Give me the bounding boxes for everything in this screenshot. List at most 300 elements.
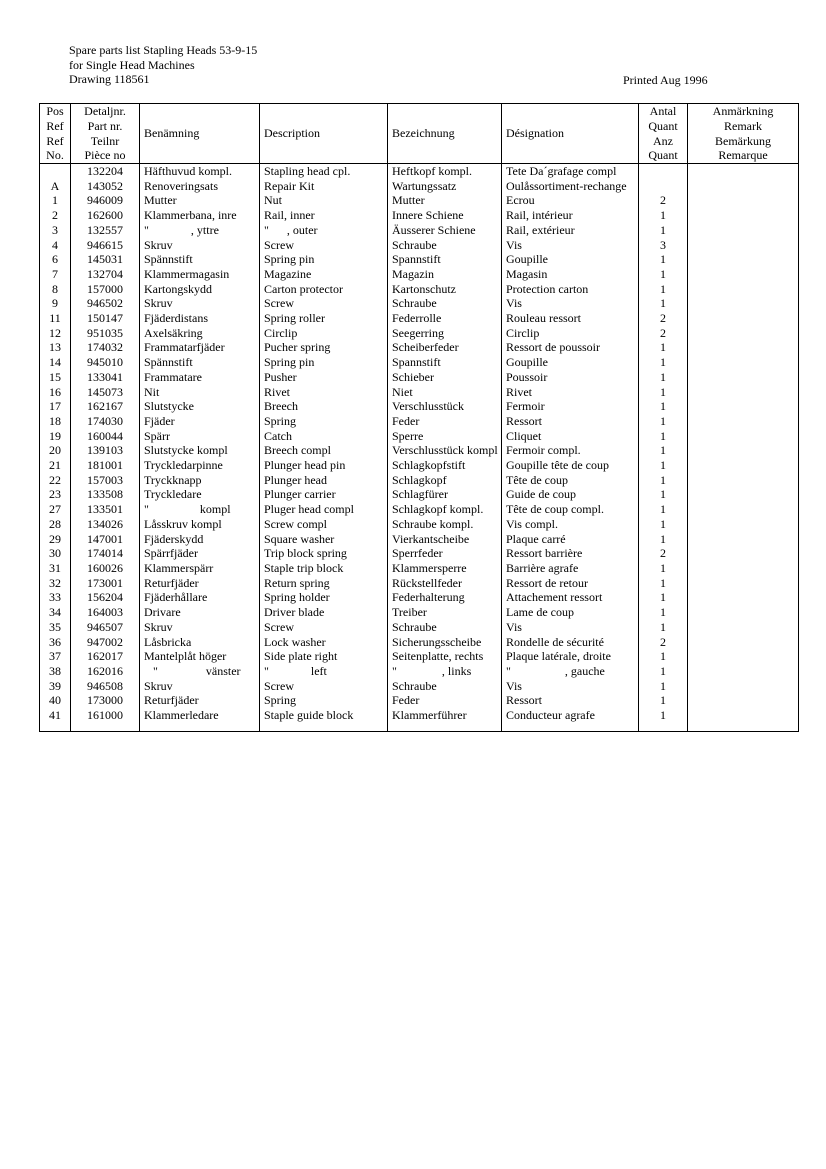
quantity-cell: 1 <box>639 605 688 620</box>
french-name-cell: Oulåssortiment-rechange <box>502 179 639 194</box>
german-name-cell: Vierkantscheibe <box>388 532 502 547</box>
english-description-cell: Plunger head pin <box>260 458 388 473</box>
col-header-pos: Pos Ref Ref No. <box>40 104 71 164</box>
english-description-cell: Square washer <box>260 532 388 547</box>
english-description-cell: Screw <box>260 296 388 311</box>
swedish-name-cell: Skruv <box>140 296 260 311</box>
french-name-cell: Rivet <box>502 385 639 400</box>
part-number-cell: 147001 <box>71 532 140 547</box>
german-name-cell: Rückstellfeder <box>388 576 502 591</box>
french-name-cell: Tête de coup <box>502 473 639 488</box>
swedish-name-cell: Skruv <box>140 620 260 635</box>
pos-cell: 32 <box>40 576 71 591</box>
pos-cell: 19 <box>40 429 71 444</box>
german-name-cell: Mutter <box>388 193 502 208</box>
english-description-cell: Stapling head cpl. <box>260 164 388 179</box>
table-row <box>40 679 799 694</box>
french-name-cell: Rouleau ressort <box>502 311 639 326</box>
english-description-cell: Lock washer <box>260 635 388 650</box>
french-name-cell: Plaque latérale, droite <box>502 649 639 664</box>
remark-cell <box>688 414 799 429</box>
col-header-german: Bezeichnung <box>388 104 502 164</box>
swedish-name-cell: Tryckknapp <box>140 473 260 488</box>
table-row <box>40 561 799 576</box>
part-number-cell: 951035 <box>71 326 140 341</box>
quantity-cell: 1 <box>639 355 688 370</box>
swedish-name-cell: Slutstycke <box>140 399 260 414</box>
quantity-cell: 1 <box>639 385 688 400</box>
part-number-cell: 157000 <box>71 282 140 297</box>
english-description-cell: Pluger head compl <box>260 502 388 517</box>
english-description-cell: Circlip <box>260 326 388 341</box>
english-description-cell: Rivet <box>260 385 388 400</box>
pos-cell: 14 <box>40 355 71 370</box>
quantity-cell: 1 <box>639 517 688 532</box>
quantity-cell: 2 <box>639 326 688 341</box>
table-row <box>40 267 799 282</box>
english-description-cell: Screw <box>260 679 388 694</box>
table-row <box>40 282 799 297</box>
swedish-name-cell: Häfthuvud kompl. <box>140 164 260 179</box>
pos-cell: 38 <box>40 664 71 679</box>
quantity-cell: 1 <box>639 399 688 414</box>
part-number-cell: 946508 <box>71 679 140 694</box>
pos-cell: 7 <box>40 267 71 282</box>
french-name-cell: Ecrou <box>502 193 639 208</box>
remark-cell <box>688 238 799 253</box>
remark-cell <box>688 340 799 355</box>
remark-cell <box>688 664 799 679</box>
german-name-cell: Äusserer Schiene <box>388 223 502 238</box>
quantity-cell: 1 <box>639 487 688 502</box>
pos-cell: 6 <box>40 252 71 267</box>
german-name-cell: Sicherungsscheibe <box>388 635 502 650</box>
quantity-cell: 1 <box>639 458 688 473</box>
german-name-cell: Magazin <box>388 267 502 282</box>
french-name-cell: Vis <box>502 238 639 253</box>
english-description-cell: Rail, inner <box>260 208 388 223</box>
pos-cell: 17 <box>40 399 71 414</box>
quantity-cell: 1 <box>639 664 688 679</box>
remark-cell <box>688 443 799 458</box>
pos-cell: 1 <box>40 193 71 208</box>
pos-cell: 20 <box>40 443 71 458</box>
remark-cell <box>688 370 799 385</box>
english-description-cell: Staple guide block <box>260 708 388 731</box>
swedish-name-cell: Fjäderhållare <box>140 590 260 605</box>
pos-cell: 30 <box>40 546 71 561</box>
french-name-cell: Tete Da´grafage compl <box>502 164 639 179</box>
french-name-cell: Barrière agrafe <box>502 561 639 576</box>
english-description-cell: Driver blade <box>260 605 388 620</box>
part-number-cell: 174014 <box>71 546 140 561</box>
german-name-cell: Federhalterung <box>388 590 502 605</box>
table-row <box>40 605 799 620</box>
quantity-cell: 1 <box>639 282 688 297</box>
english-description-cell: " , outer <box>260 223 388 238</box>
part-number-cell: 143052 <box>71 179 140 194</box>
english-description-cell: Screw compl <box>260 517 388 532</box>
pos-cell: 39 <box>40 679 71 694</box>
quantity-cell: 1 <box>639 649 688 664</box>
remark-cell <box>688 546 799 561</box>
swedish-name-cell: Klammermagasin <box>140 267 260 282</box>
document-subtitle: for Single Head Machines <box>69 57 195 72</box>
german-name-cell: Niet <box>388 385 502 400</box>
english-description-cell: Side plate right <box>260 649 388 664</box>
table-row <box>40 649 799 664</box>
table-row <box>40 414 799 429</box>
remark-cell <box>688 532 799 547</box>
french-name-cell: Guide de coup <box>502 487 639 502</box>
french-name-cell: Fermoir compl. <box>502 443 639 458</box>
english-description-cell: " left <box>260 664 388 679</box>
quantity-cell: 1 <box>639 223 688 238</box>
part-number-cell: 173001 <box>71 576 140 591</box>
pos-cell: 23 <box>40 487 71 502</box>
table-row <box>40 590 799 605</box>
remark-cell <box>688 311 799 326</box>
pos-cell: 9 <box>40 296 71 311</box>
remark-cell <box>688 355 799 370</box>
quantity-cell: 1 <box>639 296 688 311</box>
remark-cell <box>688 296 799 311</box>
quantity-cell <box>639 179 688 194</box>
table-row <box>40 355 799 370</box>
french-name-cell: " , gauche <box>502 664 639 679</box>
french-name-cell: Vis <box>502 296 639 311</box>
swedish-name-cell: Låsskruv kompl <box>140 517 260 532</box>
table-row <box>40 164 799 179</box>
document-header <box>69 43 257 87</box>
english-description-cell: Breech <box>260 399 388 414</box>
table-row <box>40 635 799 650</box>
remark-cell <box>688 267 799 282</box>
pos-cell: 35 <box>40 620 71 635</box>
swedish-name-cell: Slutstycke kompl <box>140 443 260 458</box>
part-number-cell: 946507 <box>71 620 140 635</box>
part-number-cell: 145031 <box>71 252 140 267</box>
english-description-cell: Repair Kit <box>260 179 388 194</box>
pos-cell: 12 <box>40 326 71 341</box>
remark-cell <box>688 679 799 694</box>
french-name-cell: Vis <box>502 679 639 694</box>
part-number-cell: 162016 <box>71 664 140 679</box>
pos-cell: 15 <box>40 370 71 385</box>
german-name-cell: Feder <box>388 414 502 429</box>
table-row <box>40 223 799 238</box>
swedish-name-cell: Renoveringsats <box>140 179 260 194</box>
german-name-cell: Spannstift <box>388 252 502 267</box>
german-name-cell: Schlagfürer <box>388 487 502 502</box>
part-number-cell: 173000 <box>71 693 140 708</box>
pos-cell: 33 <box>40 590 71 605</box>
quantity-cell: 1 <box>639 679 688 694</box>
table-row <box>40 620 799 635</box>
german-name-cell: Kartonschutz <box>388 282 502 297</box>
french-name-cell: Ressort de retour <box>502 576 639 591</box>
english-description-cell: Spring pin <box>260 355 388 370</box>
part-number-cell: 156204 <box>71 590 140 605</box>
german-name-cell: Innere Schiene <box>388 208 502 223</box>
french-name-cell: Plaque carré <box>502 532 639 547</box>
part-number-cell: 133041 <box>71 370 140 385</box>
table-row <box>40 296 799 311</box>
remark-cell <box>688 693 799 708</box>
document-title: Spare parts list Stapling Heads 53-9-15 <box>69 43 258 57</box>
part-number-cell: 133508 <box>71 487 140 502</box>
part-number-cell: 132704 <box>71 267 140 282</box>
swedish-name-cell: Klammerbana, inre <box>140 208 260 223</box>
table-row <box>40 664 799 679</box>
swedish-name-cell: Spärr <box>140 429 260 444</box>
english-description-cell: Carton protector <box>260 282 388 297</box>
table-row <box>40 708 799 731</box>
french-name-cell: Circlip <box>502 326 639 341</box>
remark-cell <box>688 208 799 223</box>
english-description-cell: Plunger head <box>260 473 388 488</box>
swedish-name-cell: Spännstift <box>140 252 260 267</box>
swedish-name-cell: Tryckledarpinne <box>140 458 260 473</box>
part-number-cell: 947002 <box>71 635 140 650</box>
part-number-cell: 160044 <box>71 429 140 444</box>
table-row <box>40 487 799 502</box>
part-number-cell: 162600 <box>71 208 140 223</box>
quantity-cell: 2 <box>639 635 688 650</box>
french-name-cell: Conducteur agrafe <box>502 708 639 731</box>
german-name-cell: Schraube <box>388 620 502 635</box>
german-name-cell: Seegerring <box>388 326 502 341</box>
remark-cell <box>688 252 799 267</box>
table-row <box>40 208 799 223</box>
remark-cell <box>688 179 799 194</box>
quantity-cell: 1 <box>639 620 688 635</box>
swedish-name-cell: Nit <box>140 385 260 400</box>
part-number-cell: 946502 <box>71 296 140 311</box>
french-name-cell: Cliquet <box>502 429 639 444</box>
pos-cell <box>40 164 71 179</box>
part-number-cell: 133501 <box>71 502 140 517</box>
table-row <box>40 473 799 488</box>
german-name-cell: " , links <box>388 664 502 679</box>
english-description-cell: Return spring <box>260 576 388 591</box>
german-name-cell: Schlagkopf <box>388 473 502 488</box>
parts-table-body <box>40 164 799 732</box>
pos-cell: 36 <box>40 635 71 650</box>
pos-cell: 2 <box>40 208 71 223</box>
german-name-cell: Schlagkopfstift <box>388 458 502 473</box>
remark-cell <box>688 164 799 179</box>
swedish-name-cell: Skruv <box>140 679 260 694</box>
english-description-cell: Spring pin <box>260 252 388 267</box>
german-name-cell: Verschlusstück kompl <box>388 443 502 458</box>
quantity-cell: 1 <box>639 429 688 444</box>
swedish-name-cell: Spännstift <box>140 355 260 370</box>
remark-cell <box>688 223 799 238</box>
swedish-name-cell: Skruv <box>140 238 260 253</box>
quantity-cell: 2 <box>639 193 688 208</box>
english-description-cell: Plunger carrier <box>260 487 388 502</box>
remark-cell <box>688 649 799 664</box>
drawing-number: Drawing 118561 <box>69 72 150 87</box>
quantity-cell: 1 <box>639 590 688 605</box>
remark-cell <box>688 429 799 444</box>
french-name-cell: Goupille <box>502 355 639 370</box>
french-name-cell: Fermoir <box>502 399 639 414</box>
remark-cell <box>688 605 799 620</box>
swedish-name-cell: Axelsäkring <box>140 326 260 341</box>
col-header-french: Désignation <box>502 104 639 164</box>
remark-cell <box>688 502 799 517</box>
part-number-cell: 132557 <box>71 223 140 238</box>
french-name-cell: Ressort <box>502 693 639 708</box>
german-name-cell: Schraube <box>388 238 502 253</box>
table-row <box>40 576 799 591</box>
english-description-cell: Pusher <box>260 370 388 385</box>
remark-cell <box>688 326 799 341</box>
remark-cell <box>688 635 799 650</box>
swedish-name-cell: Frammatare <box>140 370 260 385</box>
english-description-cell: Screw <box>260 238 388 253</box>
swedish-name-cell: Returfjäder <box>140 576 260 591</box>
part-number-cell: 161000 <box>71 708 140 731</box>
part-number-cell: 157003 <box>71 473 140 488</box>
swedish-name-cell: Returfjäder <box>140 693 260 708</box>
swedish-name-cell: Tryckledare <box>140 487 260 502</box>
french-name-cell: Vis <box>502 620 639 635</box>
quantity-cell: 1 <box>639 532 688 547</box>
remark-cell <box>688 590 799 605</box>
english-description-cell: Catch <box>260 429 388 444</box>
table-row <box>40 546 799 561</box>
remark-cell <box>688 473 799 488</box>
swedish-name-cell: Mutter <box>140 193 260 208</box>
swedish-name-cell: Klammerspärr <box>140 561 260 576</box>
table-row <box>40 370 799 385</box>
part-number-cell: 160026 <box>71 561 140 576</box>
table-row <box>40 385 799 400</box>
remark-cell <box>688 708 799 731</box>
table-row <box>40 340 799 355</box>
col-header-part-number: Detaljnr. Part nr. Teilnr Pièce no <box>71 104 140 164</box>
part-number-cell: 946009 <box>71 193 140 208</box>
pos-cell: 11 <box>40 311 71 326</box>
german-name-cell: Feder <box>388 693 502 708</box>
french-name-cell: Rail, extérieur <box>502 223 639 238</box>
swedish-name-cell: Fjäderskydd <box>140 532 260 547</box>
french-name-cell: Protection carton <box>502 282 639 297</box>
remark-cell <box>688 282 799 297</box>
quantity-cell: 1 <box>639 252 688 267</box>
pos-cell: 37 <box>40 649 71 664</box>
pos-cell: 22 <box>40 473 71 488</box>
col-header-remark: Anmärkning Remark Bemärkung Remarque <box>688 104 799 164</box>
swedish-name-cell: Spärrfjäder <box>140 546 260 561</box>
table-row <box>40 693 799 708</box>
quantity-cell: 2 <box>639 311 688 326</box>
quantity-cell: 3 <box>639 238 688 253</box>
col-header-english: Description <box>260 104 388 164</box>
remark-cell <box>688 576 799 591</box>
german-name-cell: Federrolle <box>388 311 502 326</box>
table-row <box>40 458 799 473</box>
german-name-cell: Spannstift <box>388 355 502 370</box>
pos-cell: 21 <box>40 458 71 473</box>
english-description-cell: Spring roller <box>260 311 388 326</box>
german-name-cell: Schraube <box>388 296 502 311</box>
french-name-cell: Goupille tête de coup <box>502 458 639 473</box>
part-number-cell: 145073 <box>71 385 140 400</box>
table-row <box>40 252 799 267</box>
col-header-quantity: Antal Quant Anz Quant <box>639 104 688 164</box>
part-number-cell: 134026 <box>71 517 140 532</box>
pos-cell: 34 <box>40 605 71 620</box>
german-name-cell: Sperrfeder <box>388 546 502 561</box>
english-description-cell: Spring holder <box>260 590 388 605</box>
german-name-cell: Seitenplatte, rechts <box>388 649 502 664</box>
remark-cell <box>688 458 799 473</box>
swedish-name-cell: " , yttre <box>140 223 260 238</box>
german-name-cell: Verschlusstück <box>388 399 502 414</box>
quantity-cell: 1 <box>639 576 688 591</box>
english-description-cell: Spring <box>260 414 388 429</box>
part-number-cell: 181001 <box>71 458 140 473</box>
french-name-cell: Attachement ressort <box>502 590 639 605</box>
german-name-cell: Schraube <box>388 679 502 694</box>
pos-cell: 28 <box>40 517 71 532</box>
table-row <box>40 399 799 414</box>
quantity-cell: 1 <box>639 502 688 517</box>
german-name-cell: Sperre <box>388 429 502 444</box>
swedish-name-cell: " kompl <box>140 502 260 517</box>
part-number-cell: 139103 <box>71 443 140 458</box>
french-name-cell: Lame de coup <box>502 605 639 620</box>
german-name-cell: Schieber <box>388 370 502 385</box>
table-row <box>40 179 799 194</box>
swedish-name-cell: Fjäderdistans <box>140 311 260 326</box>
part-number-cell: 162167 <box>71 399 140 414</box>
quantity-cell: 1 <box>639 708 688 731</box>
pos-cell: 16 <box>40 385 71 400</box>
quantity-cell: 1 <box>639 370 688 385</box>
remark-cell <box>688 385 799 400</box>
table-row <box>40 429 799 444</box>
french-name-cell: Poussoir <box>502 370 639 385</box>
remark-cell <box>688 193 799 208</box>
quantity-cell: 2 <box>639 546 688 561</box>
part-number-cell: 132204 <box>71 164 140 179</box>
french-name-cell: Rail, intérieur <box>502 208 639 223</box>
swedish-name-cell: Mantelplåt höger <box>140 649 260 664</box>
part-number-cell: 164003 <box>71 605 140 620</box>
english-description-cell: Pucher spring <box>260 340 388 355</box>
pos-cell: 8 <box>40 282 71 297</box>
swedish-name-cell: Fjäder <box>140 414 260 429</box>
german-name-cell: Schraube kompl. <box>388 517 502 532</box>
table-row <box>40 532 799 547</box>
table-header-row <box>40 104 799 164</box>
pos-cell: 31 <box>40 561 71 576</box>
quantity-cell: 1 <box>639 693 688 708</box>
swedish-name-cell: Frammatarfjäder <box>140 340 260 355</box>
remark-cell <box>688 487 799 502</box>
remark-cell <box>688 561 799 576</box>
german-name-cell: Klammersperre <box>388 561 502 576</box>
french-name-cell: Magasin <box>502 267 639 282</box>
french-name-cell: Goupille <box>502 252 639 267</box>
swedish-name-cell: Kartongskydd <box>140 282 260 297</box>
quantity-cell: 1 <box>639 340 688 355</box>
